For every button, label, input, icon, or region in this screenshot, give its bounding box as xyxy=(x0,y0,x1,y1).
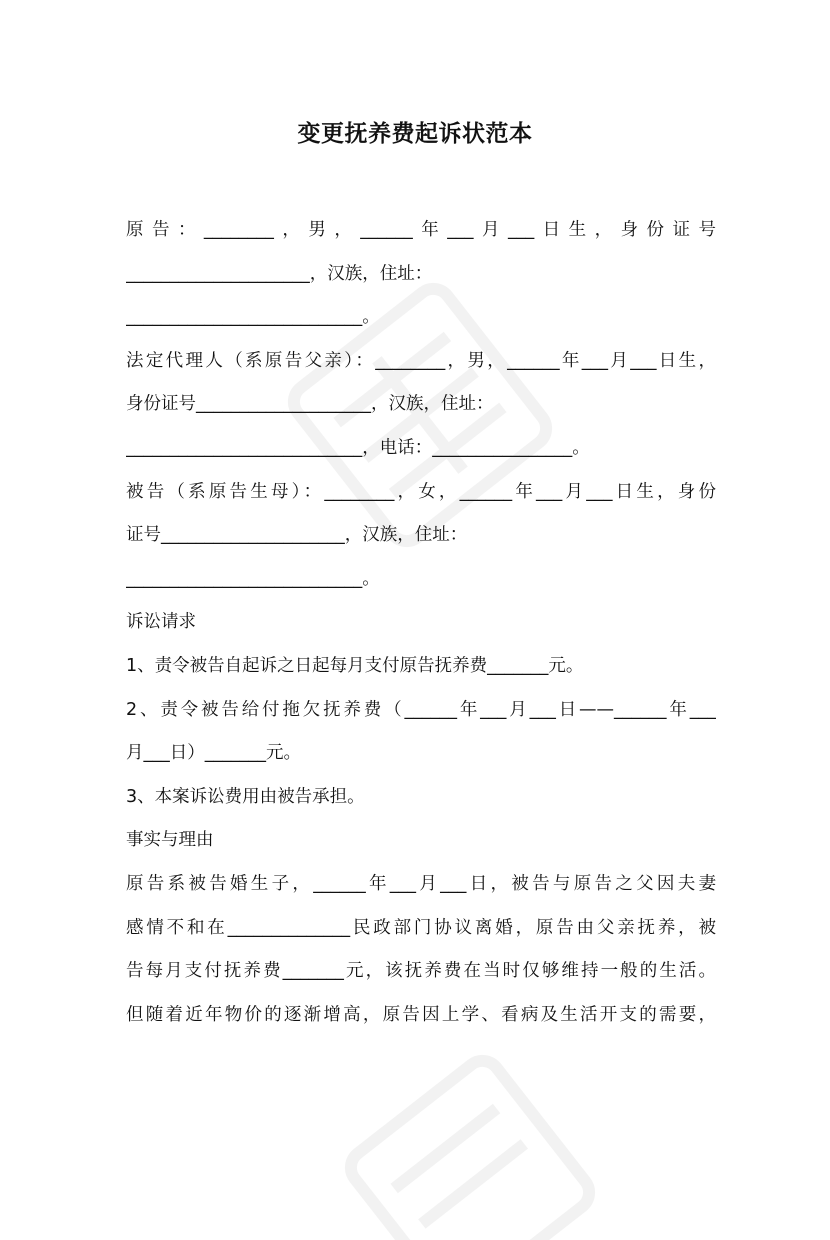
facts-line-4: 但随着近年物价的逐渐增高，原告因上学、看病及生活开支的需要， xyxy=(126,1004,716,1025)
plaintiff-line-1: 原告：________，男，______年___月___日生，身份证号 xyxy=(126,220,716,240)
defendant-line-2: 证号_____________________，汉族，住址： xyxy=(126,525,468,546)
claim-item-2-line-1: 2、责令被告给付拖欠抚养费（______年___月___日——______年___ xyxy=(126,699,716,720)
defendant-line-3: ___________________________。 xyxy=(126,568,380,589)
plaintiff-line-2: _____________________，汉族，住址： xyxy=(126,263,433,284)
claim-item-2-line-2: 月___日）_______元。 xyxy=(126,743,301,764)
document-title: 变更抚养费起诉状范本 xyxy=(297,121,533,147)
defendant-line-1: 被告（系原告生母）：________，女，______年___月___日生，身份 xyxy=(126,481,716,502)
guardian-line-1: 法定代理人（系原告父亲）：________，男，______年___月___日生， xyxy=(126,350,716,371)
facts-line-3: 告每月支付抚养费_______元，该抚养费在当时仅够维持一般的生活。 xyxy=(126,961,716,982)
facts-line-2: 感情不和在______________民政部门协议离婚，原告由父亲抚养，被 xyxy=(126,917,716,938)
guardian-line-2: 身份证号____________________，汉族，住址： xyxy=(126,394,494,415)
guardian-line-3: ___________________________，电话：________________。 xyxy=(126,437,590,458)
document-body xyxy=(126,209,716,1037)
plaintiff-line-3: ___________________________。 xyxy=(126,307,380,328)
facts-line-1: 原告系被告婚生子，______年___月___日，被告与原告之父因夫妻 xyxy=(126,873,716,894)
watermark-logo-icon xyxy=(330,1040,610,1240)
section-heading-claims: 诉讼请求 xyxy=(126,612,196,633)
section-heading-facts: 事实与理由 xyxy=(126,830,214,851)
claim-item-3: 3、本案诉讼费用由被告承担。 xyxy=(126,786,365,807)
claim-item-1: 1、责令被告自起诉之日起每月支付原告抚养费_______元。 xyxy=(126,655,584,676)
